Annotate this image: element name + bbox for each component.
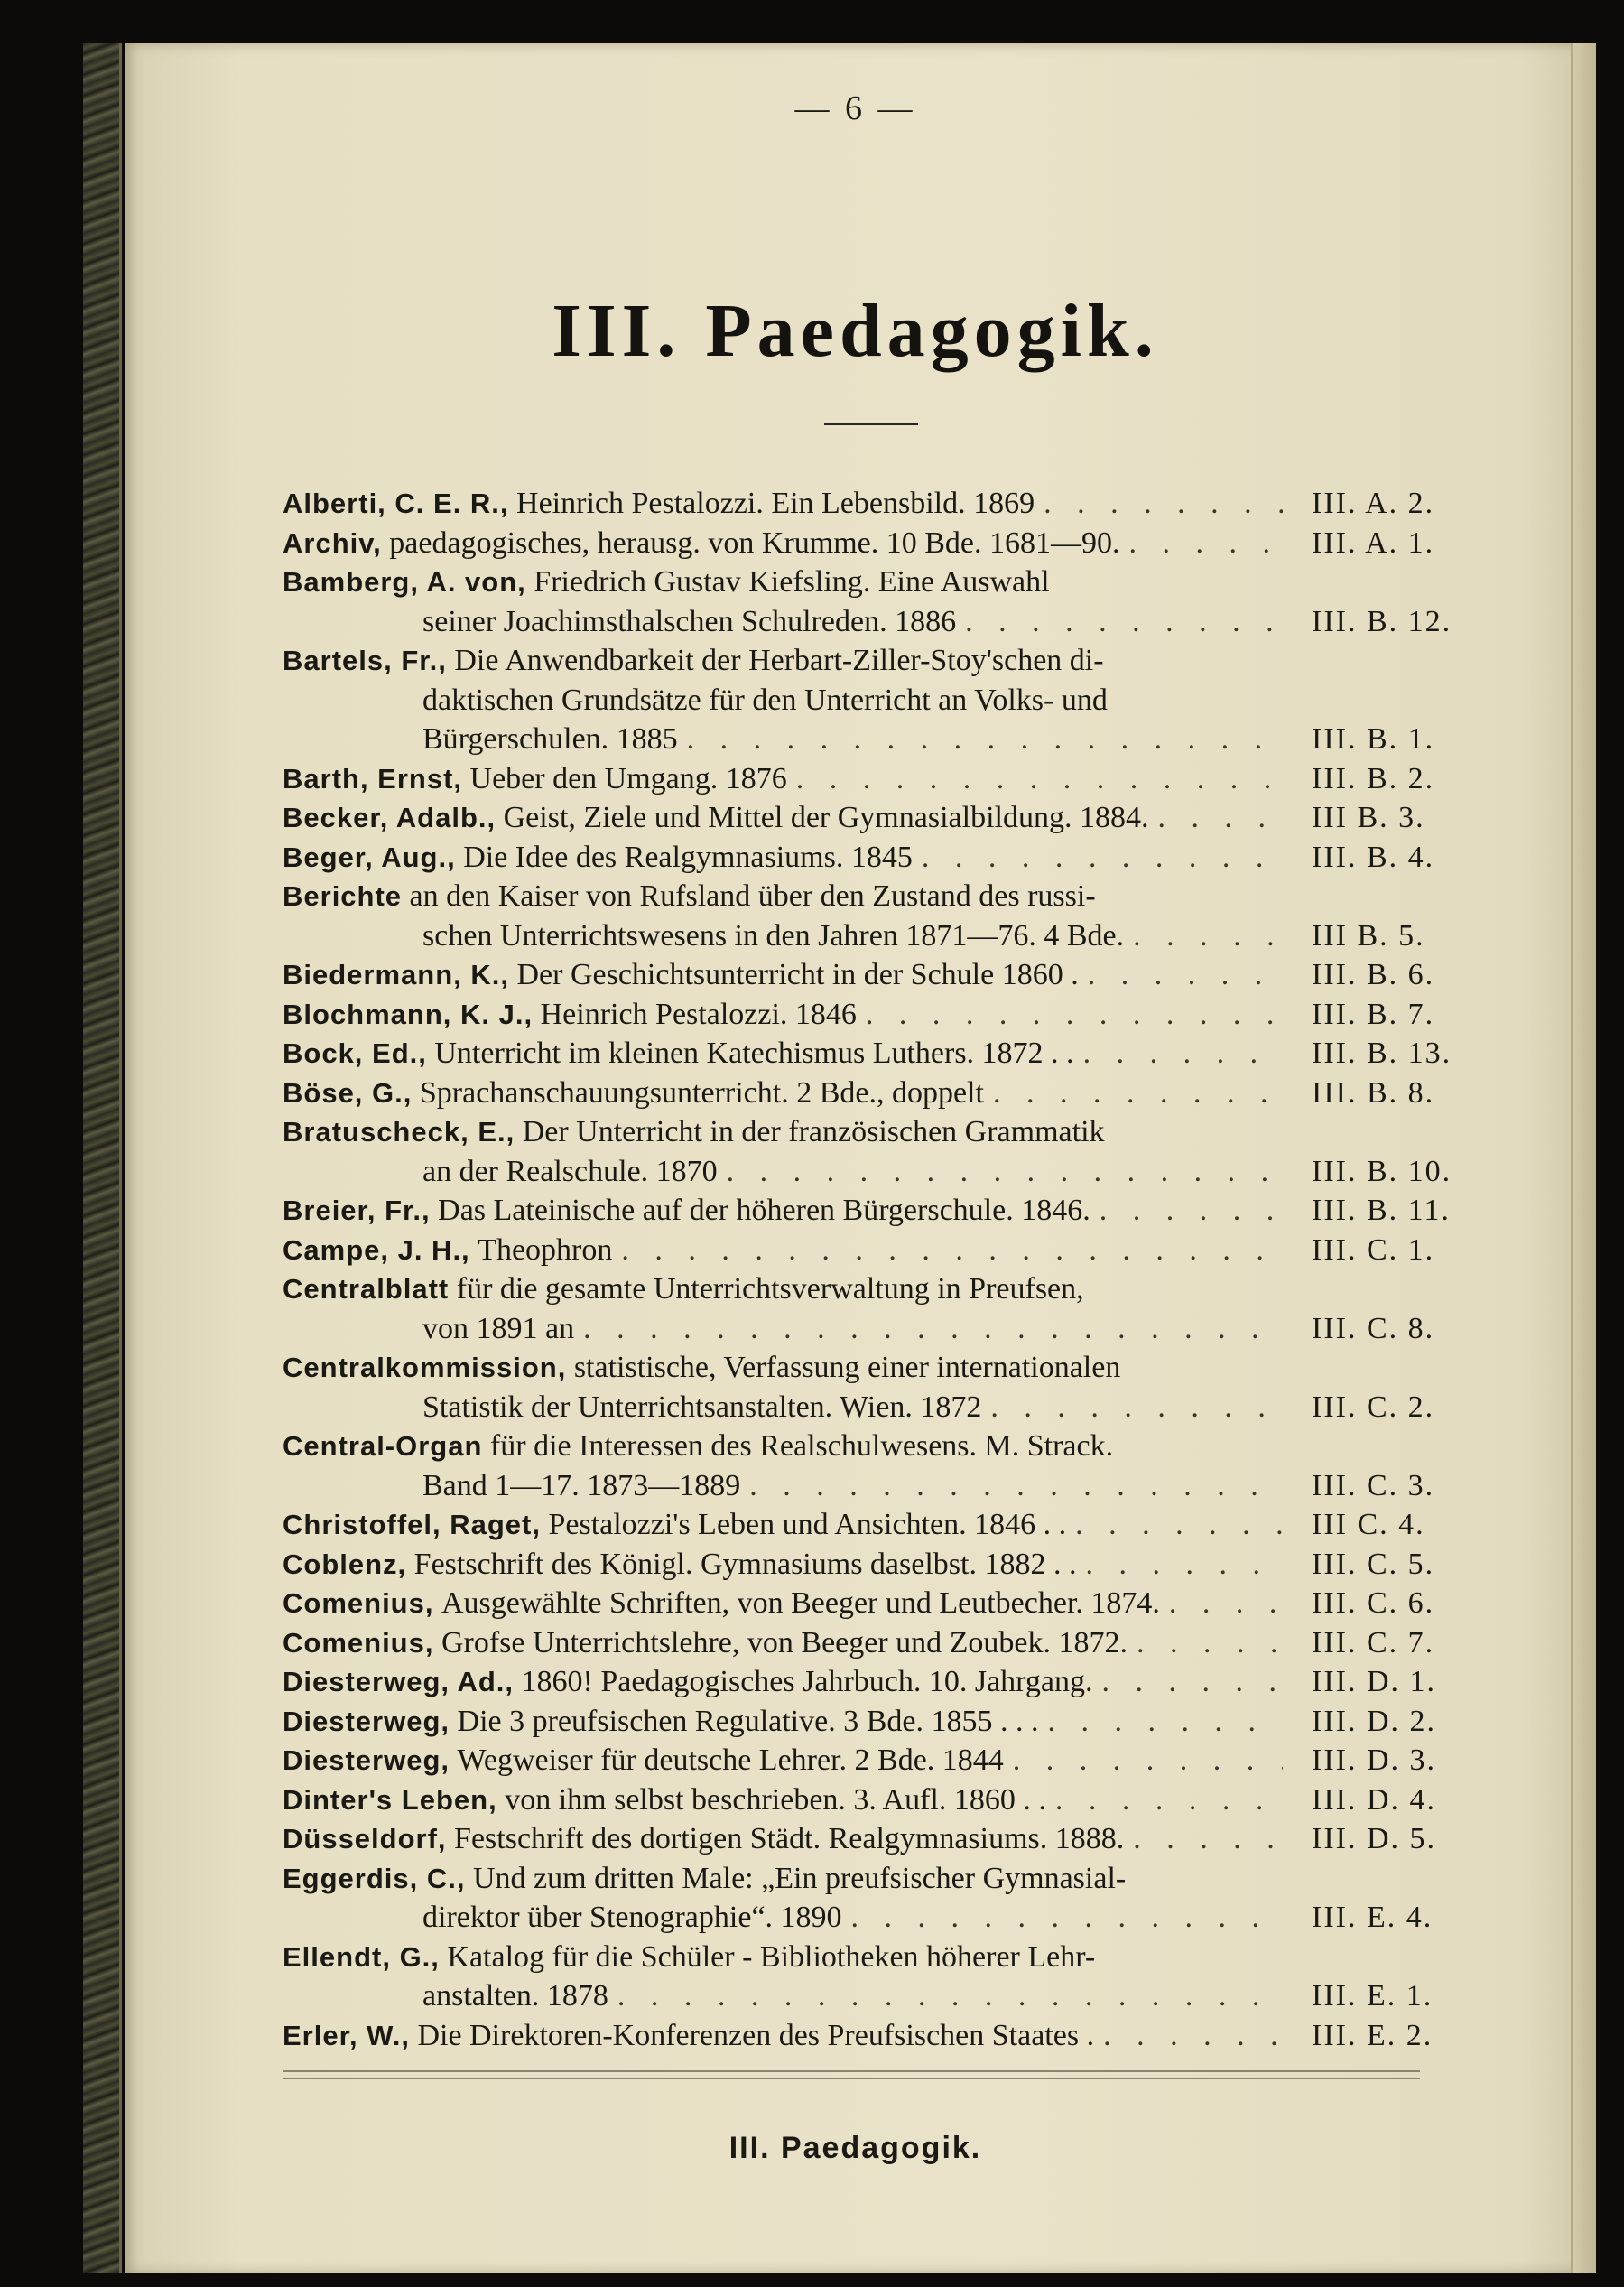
dot-leader [1133, 1819, 1283, 1859]
entry-text: paedagogisches, herausg. von Krumme. 10 Bde. 1681—90. [389, 525, 1120, 560]
entry-text: für die gesamte Unterrichtsverwaltung in Preufsen, [456, 1272, 1084, 1306]
entry-text: Und zum dritten Male: „Ein preufsischer Gymnasial- [472, 1861, 1127, 1895]
entry-first-line [283, 562, 1474, 602]
dot-leader [993, 1074, 1283, 1113]
catalog-entry [283, 1545, 1474, 1585]
entry-first-line [283, 1662, 1474, 1702]
bottom-rule [283, 2070, 1420, 2079]
catalog-entry [283, 759, 1474, 799]
entry-text: Katalog für die Schüler - Bibliotheken höherer Lehr- [447, 1939, 1096, 1974]
catalog-entry [283, 1819, 1474, 1859]
dot-leader [1137, 1623, 1283, 1663]
entry-first-line [283, 1623, 1474, 1663]
dot-leader [617, 1976, 1283, 2016]
catalog-entry [283, 1112, 1474, 1191]
entry-continuation-line [283, 1309, 1474, 1349]
catalog-entry [283, 1859, 1474, 1938]
entry-text: für die Interessen des Realschulwesens. M. Strack. [489, 1429, 1114, 1463]
entry-first-line [283, 1074, 1474, 1113]
shelf-signature: III C. 4. [1312, 1508, 1425, 1541]
entry-text: Die Direktoren-Konferenzen des Preufsischen Staates . [417, 2018, 1095, 2052]
entry-first-line [283, 1427, 1474, 1466]
entry-author: Bock, Ed., [283, 1037, 427, 1069]
catalog-entry [283, 995, 1474, 1035]
entry-continuation-line [283, 1152, 1474, 1192]
entry-text: schen Unterrichtswesens in den Jahren 1871—76. 4 Bde. [422, 918, 1125, 953]
shelf-signature: III. B. 6. [1312, 958, 1435, 991]
dot-leader [621, 1231, 1283, 1270]
catalog-entry [283, 1269, 1474, 1348]
shelf-signature: III. E. 1. [1312, 1979, 1434, 2013]
page-edge [1571, 43, 1596, 2273]
entry-text: Pestalozzi's Leben und Ansichten. 1846 . . [548, 1508, 1067, 1541]
entry-text: Wegweiser für deutsche Lehrer. 2 Bde. 1844 [457, 1743, 1004, 1777]
dot-leader [1157, 798, 1283, 838]
entry-continuation-line [283, 1388, 1474, 1427]
catalog-entry [283, 524, 1474, 563]
shelf-signature: III. C. 6. [1312, 1586, 1435, 1620]
entry-author: Comenius, [283, 1587, 434, 1619]
dot-leader [1048, 1702, 1284, 1742]
dot-leader [727, 1152, 1283, 1192]
entry-text: Ueber den Umgang. 1876 [469, 761, 787, 795]
shelf-signature: III. C. 2. [1312, 1390, 1435, 1424]
entry-text: Die Anwendbarkeit der Herbart-Ziller-Stoy'schen di- [454, 644, 1104, 677]
entry-author: Christoffel, Raget, [283, 1509, 541, 1540]
entry-first-line [283, 1702, 1474, 1742]
entry-continuation-line [283, 1976, 1474, 2016]
catalog-entry [283, 1348, 1474, 1427]
shelf-signature: III. C. 7. [1312, 1625, 1435, 1659]
catalog-entry [283, 1623, 1474, 1663]
entry-author: Diesterweg, [283, 1705, 450, 1737]
dot-leader [1075, 1505, 1283, 1545]
entry-text: von ihm selbst beschrieben. 3. Aufl. 1860 . . [505, 1782, 1046, 1817]
catalog-entry [283, 838, 1474, 878]
catalog-entry [283, 955, 1474, 995]
dot-leader [749, 1466, 1283, 1506]
entry-author: Eggerdis, C., [283, 1862, 466, 1894]
entry-text: 1860! Paedagogisches Jahrbuch. 10. Jahrgang. [521, 1665, 1093, 1698]
catalog-entry [283, 484, 1474, 524]
catalog-entry [283, 1505, 1474, 1545]
dot-leader [1101, 1662, 1283, 1702]
entry-author: Archiv, [283, 526, 382, 559]
shelf-signature: III. E. 4. [1312, 1901, 1434, 1934]
entry-author: Bamberg, A. von, [283, 566, 526, 598]
entry-author: Erler, W., [283, 2019, 410, 2051]
shelf-signature: III. B. 1. [1312, 722, 1435, 756]
entry-first-line [283, 2016, 1474, 2056]
entry-text: Statistik der Unterrichtsanstalten. Wien. 1872 [422, 1390, 982, 1424]
entry-first-line [283, 1545, 1474, 1585]
entry-text: an den Kaiser von Rufsland über den Zustand des russi- [409, 879, 1096, 913]
dot-leader [1133, 916, 1283, 956]
catalog-entry [283, 1191, 1474, 1231]
entry-first-line [283, 1034, 1474, 1074]
catalog-entry [283, 562, 1474, 641]
entry-text: statistische, Verfassung einer internationalen [573, 1351, 1121, 1384]
dot-leader [1085, 1545, 1283, 1585]
entry-continuation-line [283, 720, 1474, 759]
shelf-signature: III. D. 3. [1312, 1743, 1437, 1777]
catalog-page [125, 43, 1596, 2273]
entry-author: Bartels, Fr., [283, 645, 447, 676]
dot-leader [922, 838, 1283, 878]
dot-leader [965, 602, 1283, 642]
entry-author: Becker, Adalb., [283, 802, 496, 833]
dot-leader [1013, 1741, 1283, 1780]
shelf-signature: III. B. 7. [1312, 997, 1435, 1031]
entry-first-line [283, 524, 1474, 563]
entry-text: an der Realschule. 1870 [422, 1154, 718, 1188]
catalog-entry [283, 1702, 1474, 1742]
entry-first-line [283, 995, 1474, 1035]
dot-leader [1044, 484, 1283, 524]
entry-author: Düsseldorf, [283, 1823, 447, 1855]
entry-text: Friedrich Gustav Kiefsling. Eine Auswahl [534, 565, 1050, 599]
dot-leader [990, 1388, 1283, 1427]
entry-text: daktischen Grundsätze für den Unterricht an Volks- und [422, 683, 1108, 717]
entry-continuation-line [283, 681, 1474, 720]
catalog-entry [283, 1074, 1474, 1113]
heading-rule [824, 423, 918, 425]
entry-first-line [283, 1859, 1474, 1899]
shelf-signature: III. C. 5. [1312, 1547, 1435, 1581]
dot-leader [796, 759, 1283, 799]
section-heading: III. Paedagogik. [552, 289, 1159, 373]
catalog-entry [283, 1741, 1474, 1780]
entry-continuation-line [283, 1466, 1474, 1506]
entry-first-line [283, 484, 1474, 524]
entry-first-line [283, 1780, 1474, 1820]
entry-author: Centralblatt [283, 1273, 450, 1305]
catalog-entry [283, 1231, 1474, 1270]
entry-text: Unterricht im kleinen Katechismus Luthers. 1872 . . [434, 1037, 1074, 1070]
dot-leader [851, 1898, 1283, 1938]
entry-text: Bürgerschulen. 1885 [422, 722, 678, 756]
catalog-entry [283, 1034, 1474, 1074]
entry-first-line [283, 1348, 1474, 1388]
entry-text: von 1891 an [422, 1311, 575, 1345]
shelf-signature: III. A. 2. [1312, 487, 1435, 520]
entry-author: Central-Organ [283, 1430, 483, 1462]
entry-first-line [283, 1231, 1474, 1270]
dot-leader [1055, 1780, 1283, 1820]
book-spine [83, 43, 122, 2273]
entry-author: Diesterweg, Ad., [283, 1666, 515, 1697]
catalog-entry [283, 1938, 1474, 2016]
running-footer: III. Paedagogik. [728, 2131, 982, 2165]
entry-text: Heinrich Pestalozzi. Ein Lebensbild. 1869 [516, 487, 1035, 520]
entry-first-line [283, 1741, 1474, 1780]
entry-text: Grofse Unterrichtslehre, von Beeger und Zoubek. 1872. [441, 1625, 1128, 1659]
entry-continuation-line [283, 602, 1474, 642]
entry-text: Die 3 preufsischen Regulative. 3 Bde. 1855 . . . [457, 1704, 1039, 1738]
entry-continuation-line [283, 916, 1474, 956]
shelf-signature: III B. 5. [1312, 918, 1425, 953]
entry-text: Das Lateinische auf der höheren Bürgerschule. 1846. [438, 1194, 1090, 1227]
entry-first-line [283, 759, 1474, 799]
catalog-entry [283, 641, 1474, 759]
entry-text: Band 1—17. 1873—1889 [422, 1468, 741, 1502]
entry-text: Sprachanschauungsunterricht. 2 Bde., doppelt [419, 1075, 984, 1110]
shelf-signature: III. C. 8. [1312, 1311, 1435, 1345]
entry-author: Böse, G., [283, 1076, 413, 1109]
entry-first-line [283, 1938, 1474, 1977]
entry-first-line [283, 1269, 1474, 1309]
catalog-entry [283, 1662, 1474, 1702]
entry-author: Biedermann, K., [283, 959, 509, 990]
dot-leader [1169, 1584, 1283, 1623]
dot-leader [1100, 1191, 1283, 1231]
catalog-entry [283, 1427, 1474, 1505]
shelf-signature: III. B. 4. [1312, 840, 1435, 874]
dot-leader [1103, 2016, 1283, 2056]
entry-author: Centralkommission, [283, 1352, 567, 1383]
entry-author: Dinter's Leben, [283, 1783, 497, 1816]
entry-text: Theophron [478, 1232, 613, 1267]
shelf-signature: III B. 3. [1312, 801, 1425, 834]
entry-first-line [283, 838, 1474, 878]
entry-text: Festschrift des dortigen Städt. Realgymnasiums. 1888. [454, 1822, 1125, 1855]
entry-list [283, 484, 1474, 2055]
entry-text: Der Unterricht in der französischen Grammatik [522, 1115, 1105, 1148]
catalog-entry [283, 798, 1474, 838]
catalog-entry [283, 877, 1474, 955]
entry-first-line [283, 1505, 1474, 1545]
dot-leader [1088, 955, 1283, 995]
entry-author: Diesterweg, [283, 1744, 450, 1776]
shelf-signature: III. E. 2. [1312, 2018, 1434, 2052]
entry-first-line [283, 1191, 1474, 1231]
shelf-signature: III. C. 1. [1312, 1232, 1435, 1267]
entry-text: anstalten. 1878 [422, 1979, 608, 2013]
entry-text: Geist, Ziele und Mittel der Gymnasialbildung. 1884. [503, 801, 1149, 834]
shelf-signature: III. B. 8. [1312, 1075, 1435, 1110]
shelf-signature: III. A. 1. [1312, 525, 1435, 560]
entry-author: Ellendt, G., [283, 1940, 440, 1973]
entry-text: Heinrich Pestalozzi. 1846 [540, 997, 857, 1031]
entry-first-line [283, 1112, 1474, 1152]
entry-author: Berichte [283, 880, 403, 912]
shelf-signature: III. C. 3. [1312, 1468, 1435, 1502]
entry-text: direktor über Stenographie“. 1890 [422, 1901, 842, 1934]
entry-author: Coblenz, [283, 1548, 407, 1580]
entry-first-line [283, 641, 1474, 681]
shelf-signature: III. B. 11. [1312, 1194, 1451, 1227]
entry-text: Ausgewählte Schriften, von Beeger und Leutbecher. 1874. [441, 1586, 1160, 1620]
dot-leader [1083, 1034, 1283, 1074]
entry-first-line [283, 1819, 1474, 1859]
dot-leader [1129, 524, 1283, 563]
shelf-signature: III. B. 12. [1312, 604, 1452, 638]
page-number: — 6 — [794, 89, 916, 127]
catalog-entry [283, 2016, 1474, 2056]
entry-author: Campe, J. H., [283, 1233, 470, 1266]
entry-author: Alberti, C. E. R., [283, 488, 509, 519]
entry-first-line [283, 798, 1474, 838]
entry-text: Die Idee des Realgymnasiums. 1845 [463, 840, 913, 874]
shelf-signature: III. D. 1. [1312, 1665, 1437, 1698]
entry-author: Blochmann, K. J., [283, 998, 534, 1030]
entry-first-line [283, 955, 1474, 995]
catalog-entry [283, 1584, 1474, 1623]
entry-author: Barth, Ernst, [283, 762, 463, 795]
entry-author: Bratuscheck, E., [283, 1116, 515, 1148]
shelf-signature: III. D. 5. [1312, 1822, 1437, 1855]
entry-text: Der Geschichtsunterricht in der Schule 1860 . [516, 958, 1079, 991]
shelf-signature: III. B. 10. [1312, 1154, 1452, 1188]
entry-text: seiner Joachimsthalschen Schulreden. 1886 [422, 604, 957, 638]
shelf-signature: III. D. 2. [1312, 1704, 1437, 1738]
entry-author: Beger, Aug., [283, 841, 456, 873]
entry-continuation-line [283, 1898, 1474, 1938]
entry-first-line [283, 877, 1474, 916]
entry-text: Festschrift des Königl. Gymnasiums daselbst. 1882 . . [413, 1547, 1077, 1581]
dot-leader [866, 995, 1283, 1035]
shelf-signature: III. D. 4. [1312, 1782, 1437, 1817]
entry-author: Breier, Fr., [283, 1195, 431, 1226]
entry-first-line [283, 1584, 1474, 1623]
shelf-signature: III. B. 13. [1312, 1037, 1452, 1070]
dot-leader [583, 1309, 1283, 1349]
entry-author: Comenius, [283, 1626, 434, 1659]
catalog-entry [283, 1780, 1474, 1820]
dot-leader [687, 720, 1283, 759]
shelf-signature: III. B. 2. [1312, 761, 1435, 795]
